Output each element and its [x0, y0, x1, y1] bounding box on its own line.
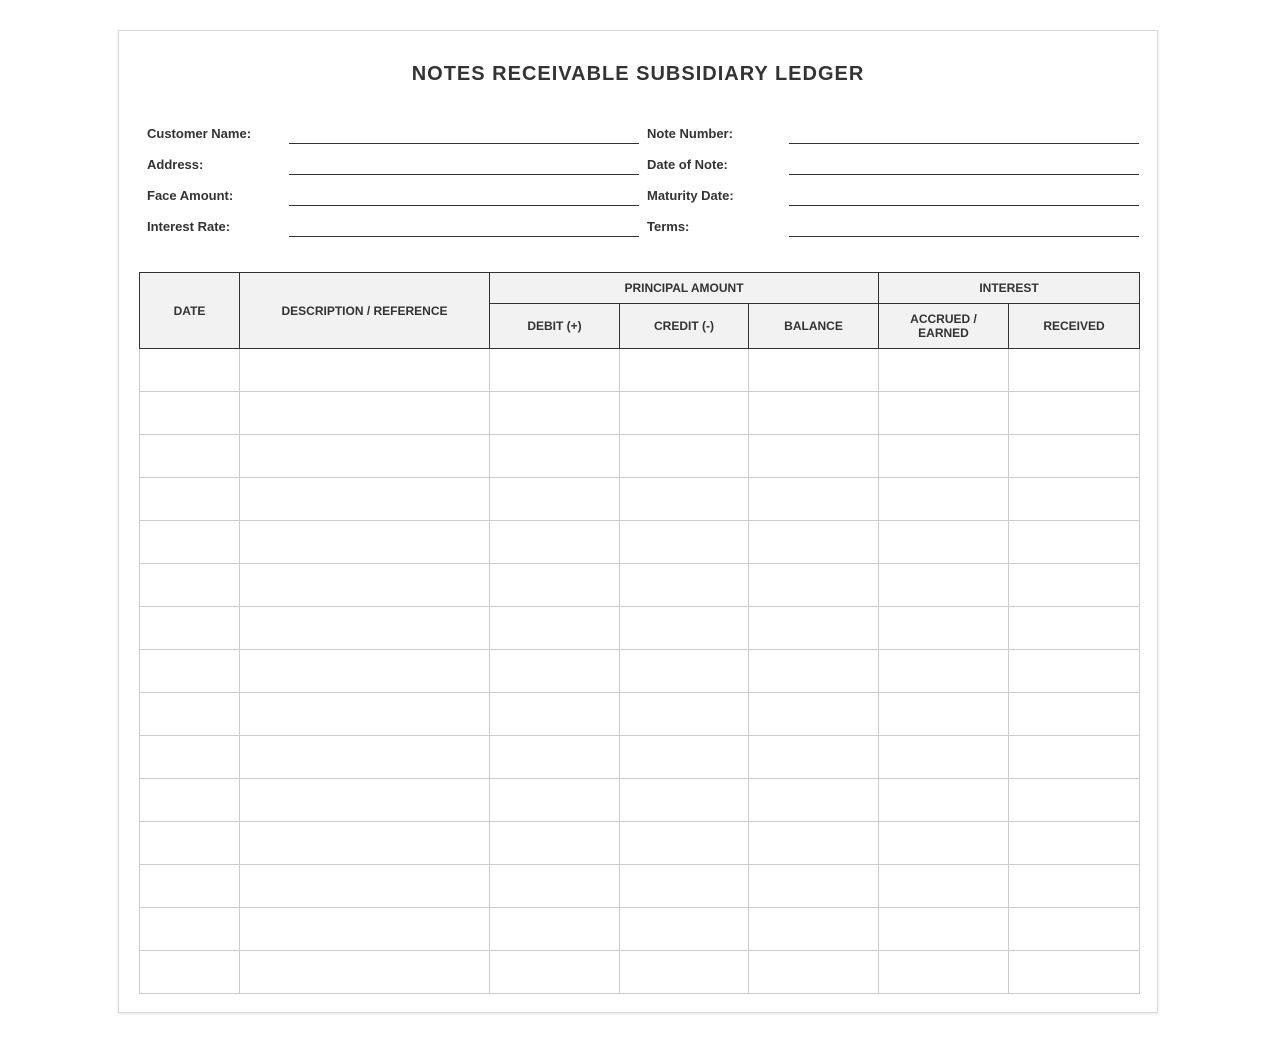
- received-cell[interactable]: [1009, 736, 1140, 779]
- header-principal-amount: PRINCIPAL AMOUNT: [490, 273, 879, 304]
- table-row: [140, 951, 1140, 994]
- debit-cell[interactable]: [490, 349, 620, 392]
- interest-rate-field: [147, 219, 639, 250]
- received-cell[interactable]: [1009, 779, 1140, 822]
- date-of-note-input-line[interactable]: [789, 174, 1139, 175]
- description-cell[interactable]: [240, 392, 490, 435]
- debit-cell[interactable]: [490, 564, 620, 607]
- debit-cell[interactable]: [490, 435, 620, 478]
- description-cell[interactable]: [240, 521, 490, 564]
- debit-cell[interactable]: [490, 607, 620, 650]
- debit-cell[interactable]: [490, 822, 620, 865]
- date-cell[interactable]: [140, 349, 240, 392]
- address-field: [147, 157, 639, 188]
- description-cell[interactable]: [240, 564, 490, 607]
- header-accrued-line2: EARNED: [918, 326, 969, 340]
- received-cell[interactable]: [1009, 822, 1140, 865]
- interest-rate-label: Interest Rate:: [147, 219, 231, 234]
- credit-cell[interactable]: [620, 693, 749, 736]
- balance-cell[interactable]: [749, 693, 879, 736]
- date-cell[interactable]: [140, 650, 240, 693]
- date-cell[interactable]: [140, 392, 240, 435]
- table-row: [140, 349, 1140, 392]
- maturity-date-field: [647, 188, 1139, 219]
- balance-cell[interactable]: [749, 349, 879, 392]
- description-cell[interactable]: [240, 779, 490, 822]
- table-row: [140, 564, 1140, 607]
- accrued-cell[interactable]: [879, 865, 1009, 908]
- ledger-sheet: [118, 30, 1158, 1013]
- description-cell[interactable]: [240, 951, 490, 994]
- balance-cell[interactable]: [749, 564, 879, 607]
- received-cell[interactable]: [1009, 392, 1140, 435]
- accrued-cell[interactable]: [879, 478, 1009, 521]
- received-cell[interactable]: [1009, 865, 1140, 908]
- balance-cell[interactable]: [749, 478, 879, 521]
- header-description: DESCRIPTION / REFERENCE: [240, 273, 490, 349]
- customer-name-input-line[interactable]: [289, 143, 639, 144]
- date-cell[interactable]: [140, 478, 240, 521]
- received-cell[interactable]: [1009, 607, 1140, 650]
- debit-cell[interactable]: [490, 693, 620, 736]
- table-row: [140, 521, 1140, 564]
- date-cell[interactable]: [140, 521, 240, 564]
- date-cell[interactable]: [140, 607, 240, 650]
- date-cell[interactable]: [140, 736, 240, 779]
- table-row: [140, 650, 1140, 693]
- page-title: NOTES RECEIVABLE SUBSIDIARY LEDGER: [411, 63, 865, 85]
- accrued-cell[interactable]: [879, 435, 1009, 478]
- balance-cell[interactable]: [749, 650, 879, 693]
- debit-cell[interactable]: [490, 521, 620, 564]
- address-label: Address:: [147, 157, 204, 172]
- accrued-cell[interactable]: [879, 736, 1009, 779]
- credit-cell[interactable]: [620, 951, 749, 994]
- date-cell[interactable]: [140, 908, 240, 951]
- description-cell[interactable]: [240, 478, 490, 521]
- received-cell[interactable]: [1009, 650, 1140, 693]
- table-row: [140, 736, 1140, 779]
- received-cell[interactable]: [1009, 564, 1140, 607]
- balance-cell[interactable]: [749, 736, 879, 779]
- table-row: [140, 779, 1140, 822]
- credit-cell[interactable]: [620, 478, 749, 521]
- table-row: [140, 607, 1140, 650]
- date-cell[interactable]: [140, 951, 240, 994]
- date-of-note-field: [647, 157, 1139, 188]
- accrued-cell[interactable]: [879, 779, 1009, 822]
- credit-cell[interactable]: [620, 822, 749, 865]
- customer-name-field: [147, 126, 639, 157]
- debit-cell[interactable]: [490, 478, 620, 521]
- received-cell[interactable]: [1009, 693, 1140, 736]
- debit-cell[interactable]: [490, 650, 620, 693]
- accrued-cell[interactable]: [879, 564, 1009, 607]
- ledger-body: [140, 349, 1140, 994]
- table-row: [140, 435, 1140, 478]
- received-cell[interactable]: [1009, 478, 1140, 521]
- credit-cell[interactable]: [620, 392, 749, 435]
- date-cell[interactable]: [140, 564, 240, 607]
- note-number-label: Note Number:: [647, 126, 733, 141]
- description-cell[interactable]: [240, 822, 490, 865]
- accrued-cell[interactable]: [879, 951, 1009, 994]
- balance-cell[interactable]: [749, 521, 879, 564]
- date-of-note-label: Date of Note:: [647, 157, 728, 172]
- terms-label: Terms:: [647, 219, 690, 234]
- customer-name-label: Customer Name:: [147, 126, 252, 141]
- debit-cell[interactable]: [490, 951, 620, 994]
- date-cell[interactable]: [140, 693, 240, 736]
- received-cell[interactable]: [1009, 349, 1140, 392]
- face-amount-label: Face Amount:: [147, 188, 234, 203]
- note-number-input-line[interactable]: [789, 143, 1139, 144]
- received-cell[interactable]: [1009, 435, 1140, 478]
- credit-cell[interactable]: [620, 521, 749, 564]
- credit-cell[interactable]: [620, 607, 749, 650]
- header-credit: CREDIT (-): [620, 304, 749, 349]
- ledger-table: [139, 272, 1140, 994]
- received-cell[interactable]: [1009, 951, 1140, 994]
- credit-cell[interactable]: [620, 736, 749, 779]
- header-interest: INTEREST: [879, 273, 1140, 304]
- maturity-date-input-line[interactable]: [789, 205, 1139, 206]
- received-cell[interactable]: [1009, 521, 1140, 564]
- terms-field: [647, 219, 1139, 250]
- debit-cell[interactable]: [490, 908, 620, 951]
- description-cell[interactable]: [240, 908, 490, 951]
- header-debit: DEBIT (+): [490, 304, 620, 349]
- debit-cell[interactable]: [490, 392, 620, 435]
- balance-cell[interactable]: [749, 865, 879, 908]
- debit-cell[interactable]: [490, 736, 620, 779]
- accrued-cell[interactable]: [879, 908, 1009, 951]
- table-row: [140, 865, 1140, 908]
- date-cell[interactable]: [140, 822, 240, 865]
- table-row: [140, 478, 1140, 521]
- header-date: DATE: [140, 273, 240, 349]
- description-cell[interactable]: [240, 607, 490, 650]
- header-balance: BALANCE: [749, 304, 879, 349]
- header-accrued-earned: [879, 304, 1009, 349]
- debit-cell[interactable]: [490, 865, 620, 908]
- balance-cell[interactable]: [749, 951, 879, 994]
- credit-cell[interactable]: [620, 349, 749, 392]
- balance-cell[interactable]: [749, 392, 879, 435]
- face-amount-input-line[interactable]: [289, 205, 639, 206]
- description-cell[interactable]: [240, 435, 490, 478]
- terms-input-line[interactable]: [789, 236, 1139, 237]
- credit-cell[interactable]: [620, 435, 749, 478]
- credit-cell[interactable]: [620, 865, 749, 908]
- table-row: [140, 908, 1140, 951]
- credit-cell[interactable]: [620, 650, 749, 693]
- table-row: [140, 822, 1140, 865]
- balance-cell[interactable]: [749, 435, 879, 478]
- table-row: [140, 392, 1140, 435]
- balance-cell[interactable]: [749, 607, 879, 650]
- accrued-cell[interactable]: [879, 349, 1009, 392]
- accrued-cell[interactable]: [879, 693, 1009, 736]
- balance-cell[interactable]: [749, 822, 879, 865]
- accrued-cell[interactable]: [879, 822, 1009, 865]
- description-cell[interactable]: [240, 650, 490, 693]
- header-accrued-line1: ACCRUED /: [910, 312, 977, 326]
- date-cell[interactable]: [140, 435, 240, 478]
- note-number-field: [647, 126, 1139, 157]
- face-amount-field: [147, 188, 639, 219]
- received-cell[interactable]: [1009, 908, 1140, 951]
- balance-cell[interactable]: [749, 779, 879, 822]
- date-cell[interactable]: [140, 779, 240, 822]
- accrued-cell[interactable]: [879, 521, 1009, 564]
- description-cell[interactable]: [240, 693, 490, 736]
- interest-rate-input-line[interactable]: [289, 236, 639, 237]
- description-cell[interactable]: [240, 865, 490, 908]
- credit-cell[interactable]: [620, 908, 749, 951]
- header-received: RECEIVED: [1009, 304, 1140, 349]
- accrued-cell[interactable]: [879, 607, 1009, 650]
- date-cell[interactable]: [140, 865, 240, 908]
- debit-cell[interactable]: [490, 779, 620, 822]
- credit-cell[interactable]: [620, 779, 749, 822]
- accrued-cell[interactable]: [879, 650, 1009, 693]
- description-cell[interactable]: [240, 349, 490, 392]
- address-input-line[interactable]: [289, 174, 639, 175]
- accrued-cell[interactable]: [879, 392, 1009, 435]
- balance-cell[interactable]: [749, 908, 879, 951]
- description-cell[interactable]: [240, 736, 490, 779]
- credit-cell[interactable]: [620, 564, 749, 607]
- maturity-date-label: Maturity Date:: [647, 188, 734, 203]
- table-row: [140, 693, 1140, 736]
